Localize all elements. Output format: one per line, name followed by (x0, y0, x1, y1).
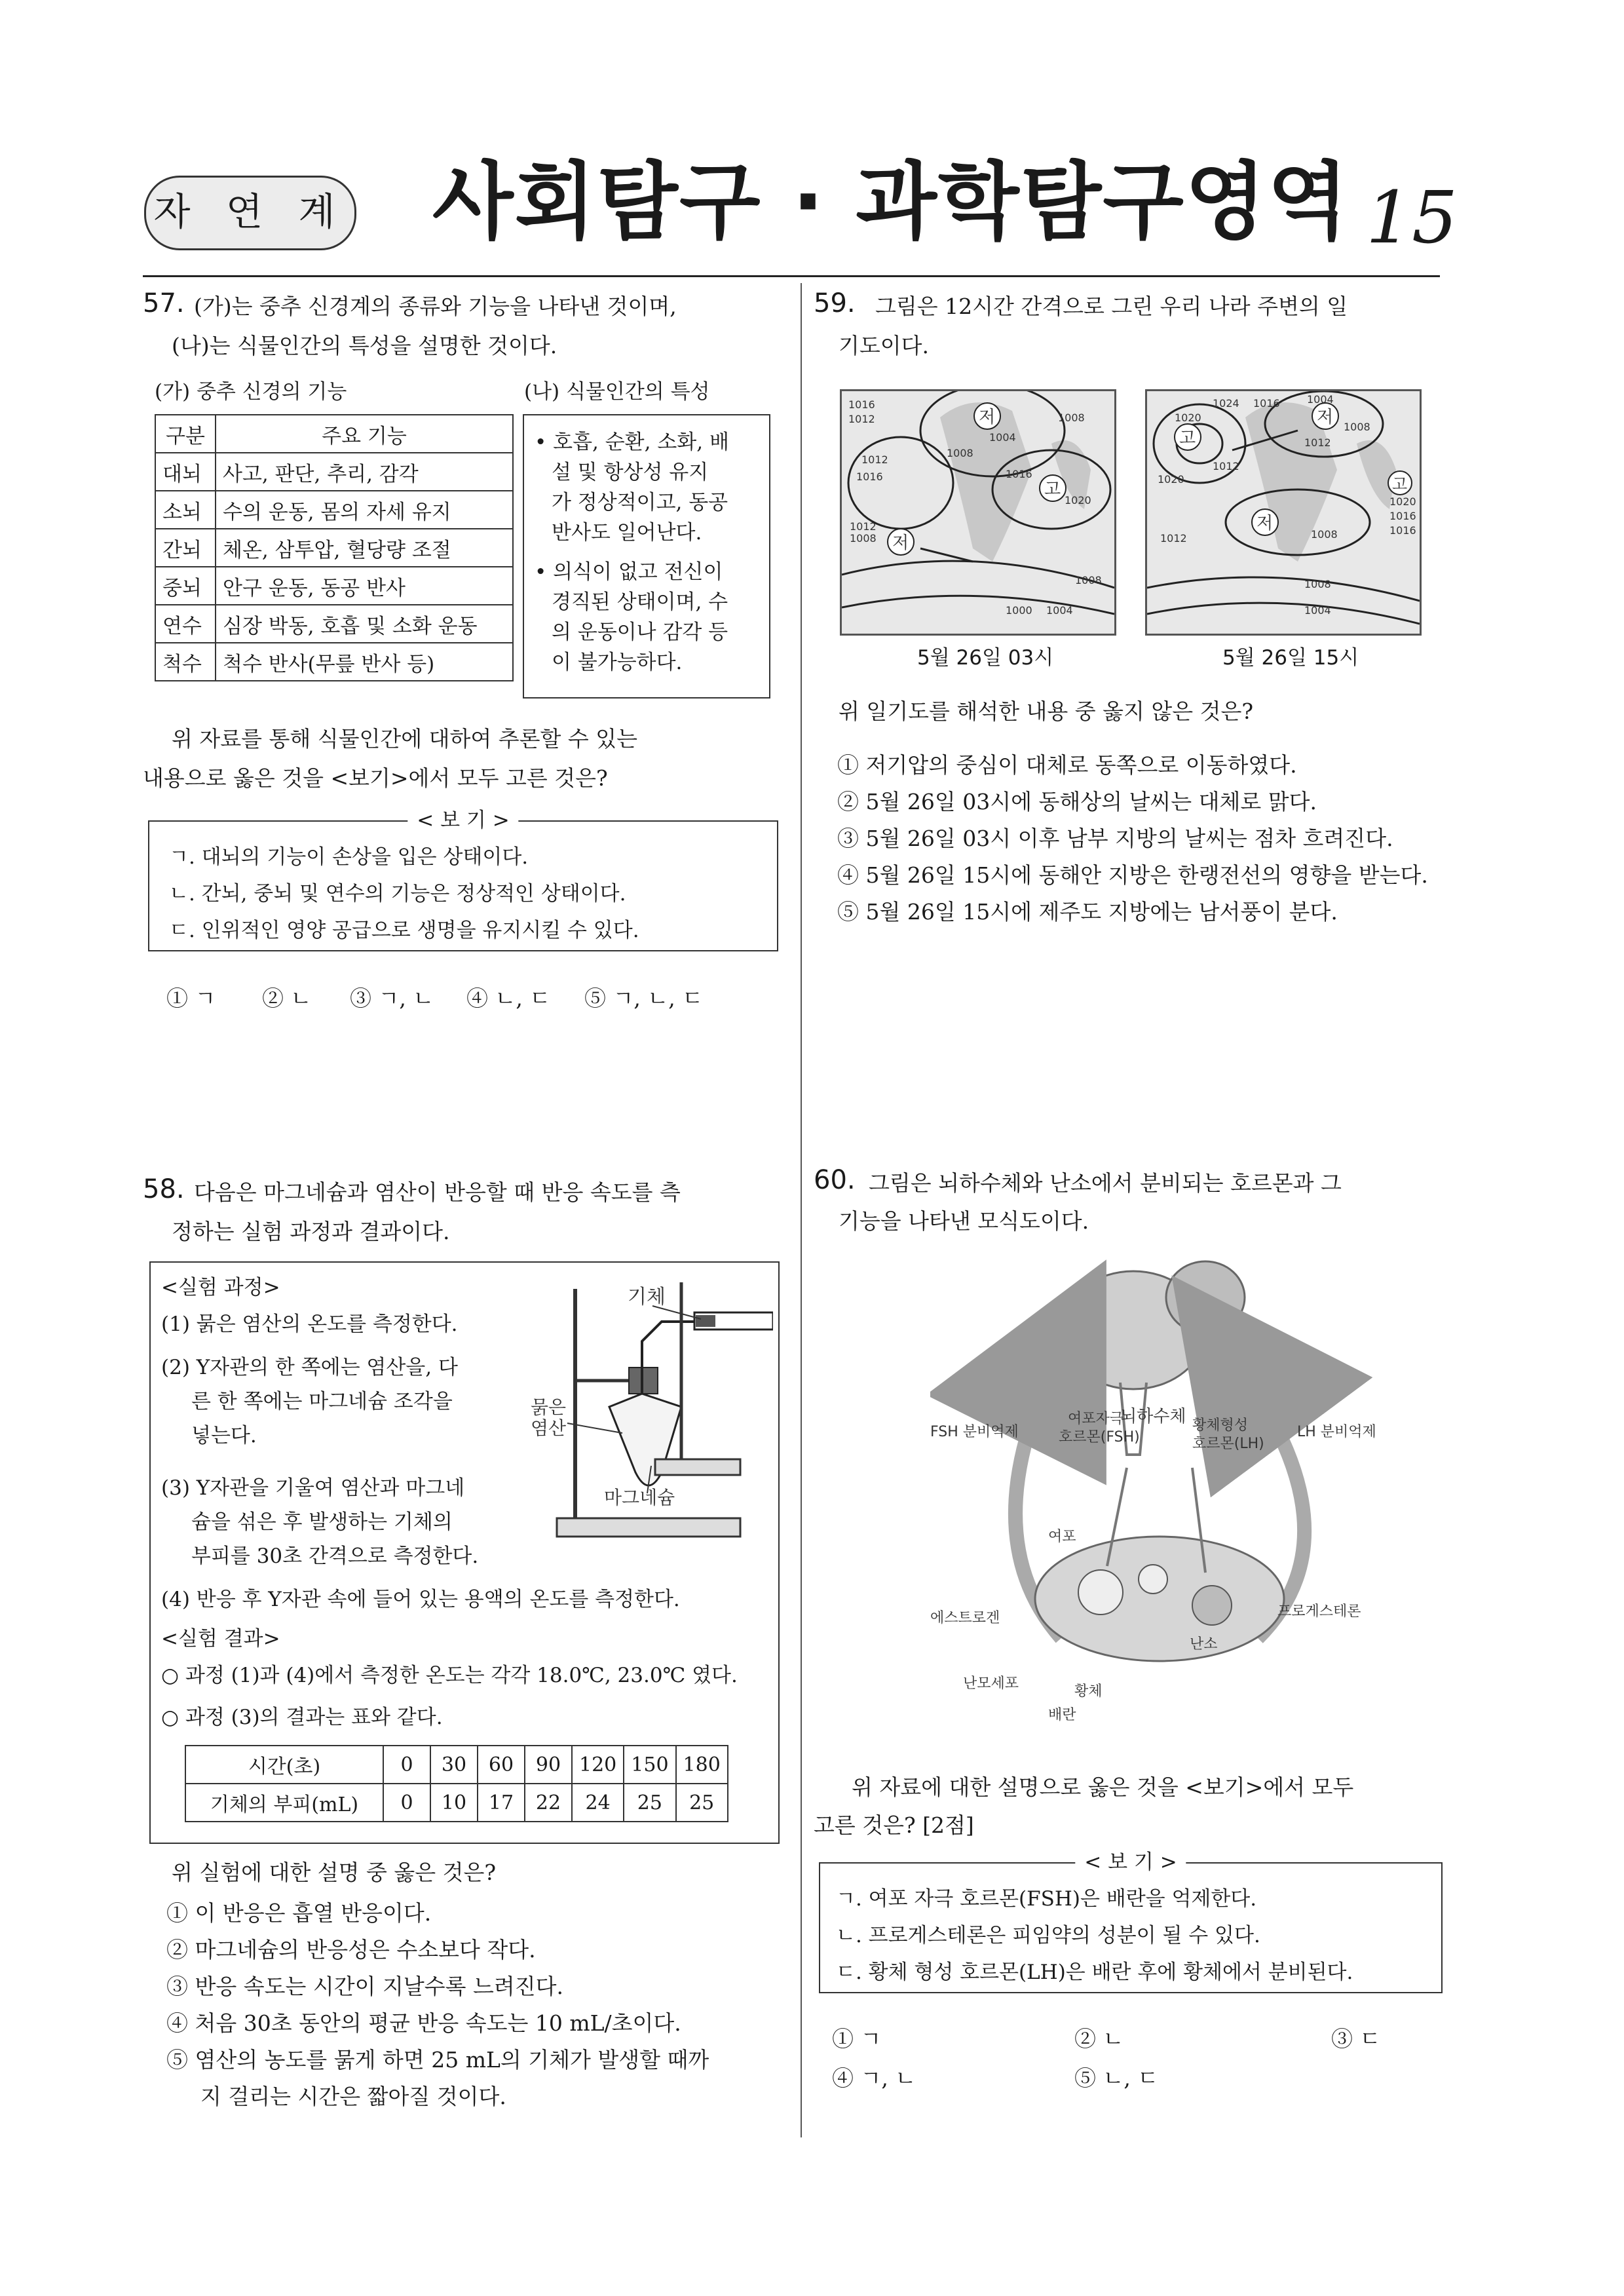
front (920, 548, 973, 562)
weather-map-15h (1145, 389, 1422, 636)
syringe-plunger (696, 1315, 715, 1327)
gas-volume-table (185, 1745, 728, 1822)
q60-bogi-box (819, 1850, 1443, 1993)
isobar-label: 1004 (1304, 604, 1331, 617)
table-cell: 22 (525, 1784, 572, 1822)
label-estrogen: 에스트로겐 (930, 1610, 1000, 1626)
table-cell: 17 (478, 1784, 525, 1822)
q58-choice-3[interactable]: ③ 반응 속도는 시간이 지날수록 느려진다. (166, 1974, 563, 1999)
isobar-label: 1012 (848, 413, 875, 425)
bogi-item: ㄴ. 간뇌, 중뇌 및 연수의 기능은 정상적인 상태이다. (169, 882, 626, 906)
q59-number: 59. (814, 288, 856, 318)
proc-step-2: 넣는다. (191, 1424, 257, 1447)
label-lh: 호르몬(LH) (1192, 1436, 1264, 1452)
q59-choice-2[interactable]: ② 5월 26일 03시에 동해상의 날씨는 대체로 맑다. (837, 789, 1317, 814)
table-cell: 소뇌 (155, 491, 216, 529)
ovary (1035, 1537, 1284, 1661)
bogi-item: ㄴ. 프로게스테론은 피임약의 성분이 될 수 있다. (836, 1924, 1260, 1947)
isobar-label: 1012 (850, 520, 877, 533)
isobar-label: 1012 (861, 453, 888, 466)
table-cell: 150 (624, 1746, 675, 1784)
q60-choice-2[interactable]: ② ㄴ (1074, 2026, 1124, 2052)
q58-experiment-box (149, 1261, 780, 1844)
table-cell: 0 (383, 1746, 430, 1784)
q57-ask-line1: 위 자료를 통해 식물인간에 대하여 추론할 수 있는 (172, 726, 637, 752)
proc-step-4: (4) 반응 후 Y자관 속에 들어 있는 용액의 온도를 측정한다. (161, 1588, 680, 1611)
na-line: 설 및 항상성 유지 (552, 461, 709, 484)
label-ovary: 난소 (1190, 1636, 1218, 1653)
isobar-label: 1016 (1006, 468, 1032, 480)
table-cell: 심장 박동, 호흡 및 소화 운동 (216, 605, 513, 643)
bogi-title: < 보 기 > (1075, 1848, 1186, 1877)
q60-stem-line2: 기능을 나타낸 모식도이다. (839, 1208, 1089, 1234)
label-fsh: 여포자극 (1068, 1411, 1124, 1427)
q60-number: 60. (814, 1165, 856, 1195)
table-header: 구분 (155, 415, 216, 453)
bogi-item: ㄱ. 여포 자극 호르몬(FSH)은 배란을 억제한다. (836, 1887, 1257, 1911)
isobar-label: 1016 (848, 398, 875, 411)
isobar (848, 437, 953, 529)
label-magnesium: 마그네슘 (604, 1487, 675, 1508)
proc-step-1: (1) 묽은 염산의 온도를 측정한다. (161, 1312, 458, 1336)
q57-number: 57. (143, 288, 185, 318)
isobar-label: 1004 (989, 431, 1016, 444)
isobar-label: 1000 (1006, 604, 1032, 617)
result-line-2: ○ 과정 (3)의 결과는 표와 같다. (161, 1706, 443, 1729)
result-line-1: ○ 과정 (1)과 (4)에서 측정한 온도는 각각 18.0℃, 23.0℃ 였다. (161, 1664, 738, 1687)
table-header: 주요 기능 (216, 415, 513, 453)
isobar-label: 1016 (1389, 524, 1416, 537)
q60-ask-line1: 위 자료에 대한 설명으로 옳은 것을 <보기>에서 모두 (852, 1774, 1354, 1800)
bogi-item: ㄷ. 황체 형성 호르몬(LH)은 배란 후에 황체에서 분비된다. (836, 1961, 1353, 1984)
table-cell: 수의 운동, 몸의 자세 유지 (216, 491, 513, 529)
q57-choice-4[interactable]: ④ ㄴ, ㄷ (466, 985, 551, 1011)
label-ovulation: 배란 (1048, 1707, 1076, 1723)
isobar-label: 1024 (1213, 397, 1239, 410)
stand-base-left (557, 1518, 740, 1537)
q60-choice-4[interactable]: ④ ㄱ, ㄴ (832, 2065, 916, 2091)
q60-choice-3[interactable]: ③ ㄷ (1331, 2026, 1381, 2052)
high-pressure-label: 고 (1179, 429, 1196, 448)
label-follicle: 여포 (1048, 1529, 1076, 1545)
proc-step-3: (3) Y자관을 기울여 염산과 마그네 (161, 1476, 465, 1500)
low-pressure-label: 저 (1256, 514, 1274, 533)
corpus-luteum-icon (1192, 1586, 1232, 1625)
isobar (1147, 577, 1420, 601)
na-line: 반사도 일어난다. (552, 521, 702, 545)
isobar-label: 1008 (1304, 578, 1331, 590)
q57-ga-title: (가) 중추 신경의 기능 (155, 380, 347, 404)
label-pituitary: 뇌하수체 (1120, 1407, 1186, 1426)
table-header: 시간(초) (185, 1746, 383, 1784)
proc-title: <실험 과정> (161, 1276, 280, 1299)
q59-choice-4[interactable]: ④ 5월 26일 15시에 동해안 지방은 한랭전선의 영향을 받는다. (837, 862, 1428, 888)
table-cell: 체온, 삼투압, 혈당량 조절 (216, 529, 513, 567)
isobar-label: 1012 (1213, 460, 1239, 472)
q58-choice-5-cont: 지 걸리는 시간은 짧아질 것이다. (200, 2084, 506, 2109)
q57-ask-line2: 내용으로 옳은 것을 <보기>에서 모두 고른 것은? (143, 765, 608, 791)
table-cell: 중뇌 (155, 567, 216, 605)
isobar-label: 1008 (947, 447, 973, 459)
q59-choice-1[interactable]: ① 저기압의 중심이 대체로 동쪽으로 이동하였다. (837, 752, 1297, 778)
section-badge: 자 연 계 (144, 176, 356, 250)
isobar-label: 1020 (1065, 494, 1091, 507)
q58-choice-1[interactable]: ① 이 반응은 흡열 반응이다. (166, 1900, 432, 1926)
table-cell: 안구 운동, 동공 반사 (216, 567, 513, 605)
q60-choice-1[interactable]: ① ㄱ (832, 2026, 882, 2052)
label-oocyte: 난모세포 (963, 1675, 1019, 1692)
q60-stem-line1: 그림은 뇌하수체와 난소에서 분비되는 호르몬과 그 (869, 1170, 1342, 1196)
na-line: • 의식이 없고 전신이 (535, 560, 723, 584)
q57-na-title: (나) 식물인간의 특성 (524, 380, 710, 404)
proc-step-3: 부피를 30초 간격으로 측정한다. (191, 1544, 479, 1568)
follicle-icon (1078, 1570, 1123, 1615)
low-pressure-label: 저 (1317, 408, 1334, 427)
q59-ask: 위 일기도를 해석한 내용 중 옳지 않은 것은? (839, 698, 1254, 724)
q58-number: 58. (143, 1174, 185, 1204)
isobar-label: 1008 (1311, 528, 1338, 541)
q59-choice-5[interactable]: ⑤ 5월 26일 15시에 제주도 지방에는 남서풍이 분다. (837, 899, 1338, 925)
table-cell: 180 (676, 1746, 728, 1784)
label-progesterone: 프로게스테론 (1277, 1603, 1361, 1620)
header-rule (143, 275, 1440, 277)
pituitary-lobe (1166, 1261, 1245, 1333)
table-cell: 대뇌 (155, 453, 216, 491)
q58-choice-4[interactable]: ④ 처음 30초 동안의 평균 반응 속도는 10 mL/초이다. (166, 2010, 681, 2036)
na-line: 경직된 상태이며, 수 (552, 590, 728, 614)
isobar (842, 596, 1114, 614)
isobar-label: 1012 (1304, 436, 1331, 449)
isobar-label: 1016 (856, 470, 883, 483)
table-cell: 10 (430, 1784, 478, 1822)
weather-map-03h (840, 389, 1116, 636)
column-divider (801, 283, 802, 2137)
table-header: 기체의 부피(mL) (185, 1784, 383, 1822)
isobar (842, 561, 1114, 588)
isobar-label: 1016 (1389, 510, 1416, 522)
proc-step-2: (2) Y자관의 한 쪽에는 염산을, 다 (161, 1356, 458, 1379)
q60-choice-5[interactable]: ⑤ ㄴ, ㄷ (1074, 2065, 1159, 2091)
table-cell: 24 (572, 1784, 624, 1822)
na-line: 가 정상적이고, 동공 (552, 491, 728, 514)
result-title: <실험 결과> (161, 1627, 280, 1651)
label-acid: 묽은 (531, 1396, 567, 1418)
isobar-label: 1008 (850, 532, 877, 545)
bogi-title: < 보 기 > (407, 806, 518, 835)
label-acid: 염산 (531, 1417, 567, 1439)
table-cell: 30 (430, 1746, 478, 1784)
hormone-diagram (930, 1258, 1402, 1736)
q57-na-box (523, 414, 770, 698)
q58-stem-line2: 정하는 실험 과정과 결과이다. (172, 1219, 450, 1244)
map-caption-15h: 5월 26일 15시 (1222, 646, 1359, 670)
bogi-item: ㄱ. 대뇌의 기능이 손상을 입은 상태이다. (169, 845, 529, 869)
q57-stem-line2: (나)는 식물인간의 특성을 설명한 것이다. (172, 333, 557, 358)
table-cell: 척수 반사(무릎 반사 등) (216, 643, 513, 681)
table-cell: 0 (383, 1784, 430, 1822)
label-fsh: 호르몬(FSH) (1059, 1429, 1140, 1445)
map-caption-03h: 5월 26일 03시 (917, 646, 1054, 670)
q57-choice-1[interactable]: ① ㄱ (166, 985, 216, 1011)
bogi-item: ㄷ. 인위적인 영양 공급으로 생명을 유지시킬 수 있다. (169, 919, 639, 942)
label-lh: 황체형성 (1192, 1417, 1249, 1434)
isobar (1147, 603, 1420, 624)
q59-stem-line1: 그림은 12시간 간격으로 그린 우리 나라 주변의 일 (875, 294, 1348, 319)
table-cell: 25 (624, 1784, 675, 1822)
q58-ask: 위 실험에 대한 설명 중 옳은 것은? (172, 1860, 497, 1885)
q60-ask-line2: 고른 것은? [2점] (814, 1812, 974, 1838)
table-cell: 120 (572, 1746, 624, 1784)
q58-choice-2[interactable]: ② 마그네슘의 반응성은 수소보다 작다. (166, 1937, 536, 1962)
isobar-label: 1020 (1175, 411, 1201, 424)
apparatus-diagram (531, 1276, 773, 1558)
q57-stem-line1: (가)는 중추 신경계의 종류와 기능을 나타낸 것이며, (194, 294, 677, 319)
page-number: 15 (1366, 176, 1458, 259)
na-line: • 호흡, 순환, 소화, 배 (535, 430, 729, 454)
isobar-label: 1008 (1344, 421, 1370, 433)
na-line: 이 불가능하다. (552, 651, 683, 674)
proc-step-3: 슘을 섞은 후 발생하는 기체의 (191, 1510, 453, 1534)
isobar-label: 1016 (1253, 397, 1280, 410)
isobar-label: 1008 (1058, 411, 1085, 424)
table-cell: 25 (676, 1784, 728, 1822)
isobar-label: 1004 (1307, 393, 1334, 406)
label-gas: 기체 (628, 1286, 666, 1309)
low-pressure-label: 저 (979, 408, 996, 427)
stand-base-right (655, 1459, 740, 1475)
isobar-label: 1020 (1389, 495, 1416, 508)
high-pressure-label: 고 (1044, 480, 1061, 499)
isobar-label: 1020 (1158, 473, 1184, 486)
label-lh-inhibit: LH 분비억제 (1297, 1424, 1376, 1440)
isobar-label: 1012 (1160, 532, 1187, 545)
table-cell: 연수 (155, 605, 216, 643)
q57-choice-3[interactable]: ③ ㄱ, ㄴ (350, 985, 434, 1011)
q57-choice-5[interactable]: ⑤ ㄱ, ㄴ, ㄷ (584, 985, 704, 1011)
q57-function-table (155, 414, 514, 681)
table-cell: 90 (525, 1746, 572, 1784)
high-pressure-label: 고 (1392, 475, 1408, 493)
q58-stem-line1: 다음은 마그네슘과 염산이 반응할 때 반응 속도를 측 (194, 1179, 681, 1205)
follicle-icon (1139, 1565, 1167, 1594)
low-pressure-label: 저 (892, 533, 909, 553)
table-cell: 사고, 판단, 추리, 감각 (216, 453, 513, 491)
page-title: 사회탐구 · 과학탐구영역 (432, 153, 1350, 251)
table-cell: 60 (478, 1746, 525, 1784)
label-corpus-luteum: 황체 (1074, 1683, 1103, 1700)
na-line: 의 운동이나 감각 등 (552, 621, 728, 644)
q59-choice-3[interactable]: ③ 5월 26일 03시 이후 남부 지방의 날씨는 점차 흐려진다. (837, 826, 1393, 851)
q58-choice-5[interactable]: ⑤ 염산의 농도를 묽게 하면 25 mL의 기체가 발생할 때까 (166, 2047, 709, 2073)
table-cell: 척수 (155, 643, 216, 681)
isobar-label: 1004 (1046, 604, 1073, 617)
isobar-label: 1008 (1075, 574, 1102, 586)
label-fsh-inhibit: FSH 분비억제 (930, 1424, 1019, 1440)
q59-stem-line2: 기도이다. (839, 333, 930, 358)
q57-bogi-box (148, 809, 778, 951)
q57-choice-2[interactable]: ② ㄴ (262, 985, 312, 1011)
proc-step-2: 른 한 쪽에는 마그네슘 조각을 (191, 1390, 453, 1413)
table-cell: 간뇌 (155, 529, 216, 567)
